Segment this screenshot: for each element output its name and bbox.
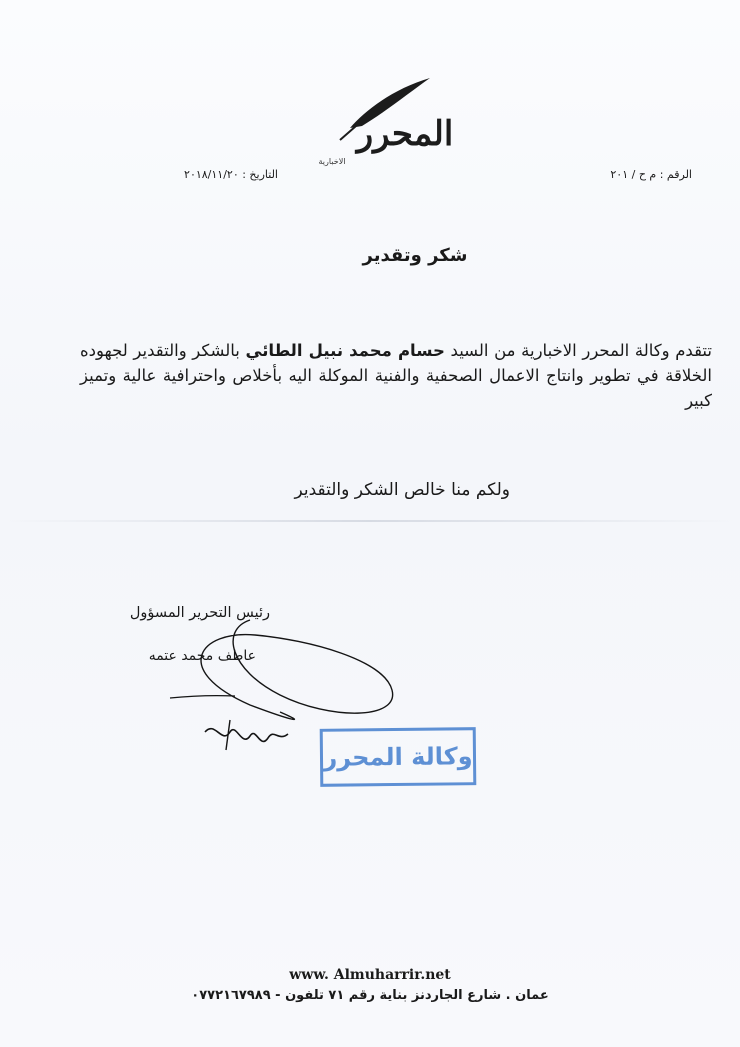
reference-number: الرقم : م ح / ٢٠١ (610, 168, 692, 181)
signatory-position: رئيس التحرير المسؤول (129, 605, 270, 621)
signatory-name: عاطف محمد عتمه (148, 648, 256, 664)
body-intro: تتقدم وكالة المحرر الاخبارية من السيد (444, 341, 712, 360)
letter-date: التاريخ : ٢٠١٨/١١/٢٠ (184, 168, 278, 181)
paper-fold-line (0, 520, 740, 522)
body-rest: بالشكر والتقدير لجهوده الخلاقة في تطوير وانتاج الاعمال الصحفية والفنية الموكلة اليه بأخلاص واحترافية عالية وتميز كبير (80, 341, 712, 410)
logo-subtext: الاخبارية (318, 157, 346, 166)
almuharrir-logo (310, 70, 460, 170)
recipient-name: حسام محمد نبيل الطائي (245, 341, 445, 360)
letter-body (80, 338, 712, 413)
agency-stamp: وكالة المحرر (320, 727, 477, 787)
footer-address: عمان . شارع الجاردنز بناية رقم ٧١ تلفون - ٠٧٧٢١٦٧٩٨٩ (191, 988, 549, 1003)
footer-website: www. Almuharrir.net (289, 967, 451, 983)
closing-line: ولكم منا خالص الشكر والتقدير (294, 480, 510, 500)
letter-title: شكر وتقدير (362, 245, 468, 266)
logo-wordmark: المحرر (356, 114, 454, 154)
